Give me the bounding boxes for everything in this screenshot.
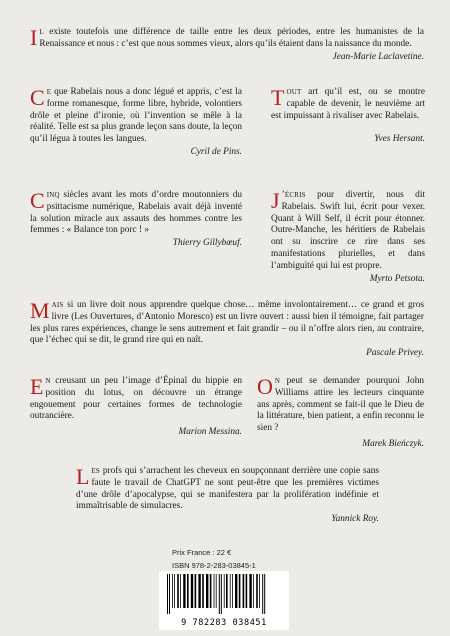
- quote-text: pour divertir, nous dit Rabelais. Swift lui, écrit pour vexer. Quant à Will Self, il écrit pour étonner. Outre-Manche, les héritiers de Rabelais ont su inscrire ce rire dans ses manifestations plurielles, et dans l’ambiguïté qui lui est propre.: [271, 190, 425, 271]
- drop-cap: C: [30, 85, 45, 110]
- drop-cap: T: [271, 85, 285, 110]
- quote-messina: [30, 376, 242, 439]
- quote-lead: ais: [51, 300, 64, 310]
- quote-text: siècles avant les mots d’ordre moutonniers du psittacisme numérique, Rabelais avait déjà inventé la solution miracle aux assauts des hommes contre les femmes : « Balance ton porc ! »: [30, 190, 242, 236]
- barcode-bar: [249, 574, 251, 608]
- quote-de-pins: [30, 87, 242, 159]
- quote-author: Marion Messina.: [178, 427, 242, 438]
- barcode-bar: [226, 574, 228, 608]
- quote-author: Marek Bieńczyk.: [362, 438, 424, 449]
- drop-cap: J: [271, 188, 280, 213]
- barcode-bar: [174, 574, 175, 608]
- barcode-bar: [172, 574, 173, 608]
- barcode-bar: [221, 574, 222, 614]
- quote-lead: l: [39, 27, 44, 37]
- barcode-bar: [224, 574, 225, 608]
- barcode-bar: [169, 574, 170, 614]
- barcode-bar: [167, 574, 168, 614]
- barcode-bar: [264, 574, 265, 614]
- barcode-bars: [159, 571, 289, 617]
- quote-author: Myrto Petsota.: [369, 273, 425, 284]
- barcode-bar: [198, 574, 200, 608]
- barcode-bar: [235, 574, 237, 608]
- quote-text: art qu’il est, ou se montre capable de devenir, le neuvième art est impuissant à rivaliser avec Rabelais.: [271, 87, 425, 121]
- barcode-bar: [216, 574, 217, 608]
- barcode-bar: [177, 574, 179, 608]
- drop-cap: L: [76, 464, 90, 489]
- quote-lead: es: [91, 466, 101, 476]
- barcode-bar: [230, 574, 231, 608]
- quote-privey: [30, 300, 424, 360]
- quote-lead: n: [274, 376, 281, 386]
- quote-lead: ’écris: [281, 190, 306, 200]
- barcode-bar: [232, 574, 233, 608]
- quote-lead: e: [46, 87, 52, 97]
- quote-author: Cyril de Pins.: [190, 146, 242, 157]
- barcode: [159, 571, 289, 630]
- quote-text: que Rabelais nous a donc légué et appris, c’est la forme romanesque, forme libre, hybride, volontiers drôle et pleine d’ironie, où l’invention se mêle à la réalité. Telle est sa plus grande leçon sans doute, la leçon qu’il légua à toutes les langues.: [30, 87, 242, 145]
- quote-text: profs qui s’arrachent les cheveux en soupçonnant derrière une copie sans faute le travail de ChatGPT ne sont peut-être que les premières victimes d’une drôle d’apocalypse, qui se manifestera par la prolifération indéfinie et immaîtrisable de simulacres.: [76, 466, 379, 512]
- barcode-bar: [253, 574, 254, 608]
- quote-text: existe toutefois une différence de taille entre les deux périodes, entre les humanistes de la Renaissance et nous : c’est que nous sommes vieux, alors qu’ils étaient dans la naissance du monde.: [39, 27, 424, 49]
- barcode-bar: [191, 574, 193, 608]
- barcode-bar: [239, 574, 241, 608]
- quote-author: Yannick Roy.: [331, 514, 379, 525]
- barcode-bar: [183, 574, 185, 608]
- quote-author: Jean-Marie Laclavetine.: [332, 51, 424, 62]
- drop-cap: C: [30, 188, 45, 213]
- barcode-bar: [243, 574, 245, 608]
- quote-laclavetine: [30, 27, 424, 63]
- barcode-bar: [246, 574, 248, 608]
- quote-lead: n: [45, 376, 51, 386]
- quote-petsota: [271, 190, 425, 285]
- quote-gillyboeuf: [30, 190, 242, 250]
- quote-text: peut se demander pourquoi John Williams attire les lecteurs cinquante ans après, comment se fait-il que le Dieu de la littérature, bien patient, a enfin reconnu le sien ?: [257, 376, 424, 434]
- barcode-bar: [259, 574, 260, 608]
- quote-bienczyk: [257, 376, 424, 451]
- barcode-bar: [262, 574, 263, 614]
- barcode-number: 9 782283 038451: [181, 618, 267, 628]
- quote-author: Yves Hersant.: [374, 134, 425, 145]
- quote-author: Pascale Privey.: [366, 348, 424, 359]
- quote-text: si un livre doit nous apprendre quelque chose… même involontairement… ce grand et gros livre (Les Ouvertures, d’Antonio Moresco) est un livre ouvert : aussi bien il témoigne, fait partager les plus rares expériences, change le sens autrement et fait grandir – ou il n’offre alors rien, au contraire, que l’échec qui se dit, le grand rire qui en naît.: [30, 300, 424, 346]
- barcode-bar: [180, 574, 181, 608]
- quote-roy: [76, 466, 379, 526]
- barcode-bar: [187, 574, 189, 608]
- barcode-bar: [195, 574, 197, 608]
- barcode-bar: [256, 574, 258, 608]
- barcode-bar: [202, 574, 204, 608]
- price-label: Prix France : 22 €: [172, 548, 232, 557]
- quote-hersant: [271, 87, 425, 146]
- barcode-bar: [210, 574, 212, 608]
- drop-cap: I: [30, 25, 38, 50]
- quote-lead: inq: [46, 190, 60, 200]
- isbn-label: ISBN 978-2-283-03845-1: [172, 561, 256, 570]
- drop-cap: M: [30, 298, 50, 323]
- drop-cap: E: [30, 374, 44, 399]
- barcode-bar: [219, 574, 220, 614]
- quote-author: Thierry Gillybœuf.: [172, 238, 242, 249]
- quote-lead: out: [286, 87, 302, 97]
- drop-cap: O: [257, 374, 273, 399]
- barcode-bar: [214, 574, 215, 608]
- quote-text: creusant un peu l’image d’Épinal du hippie en position du lotus, on découvre un étrange engouement pour certaines formes de technologie outrancière.: [30, 376, 242, 422]
- barcode-bar: [206, 574, 208, 608]
